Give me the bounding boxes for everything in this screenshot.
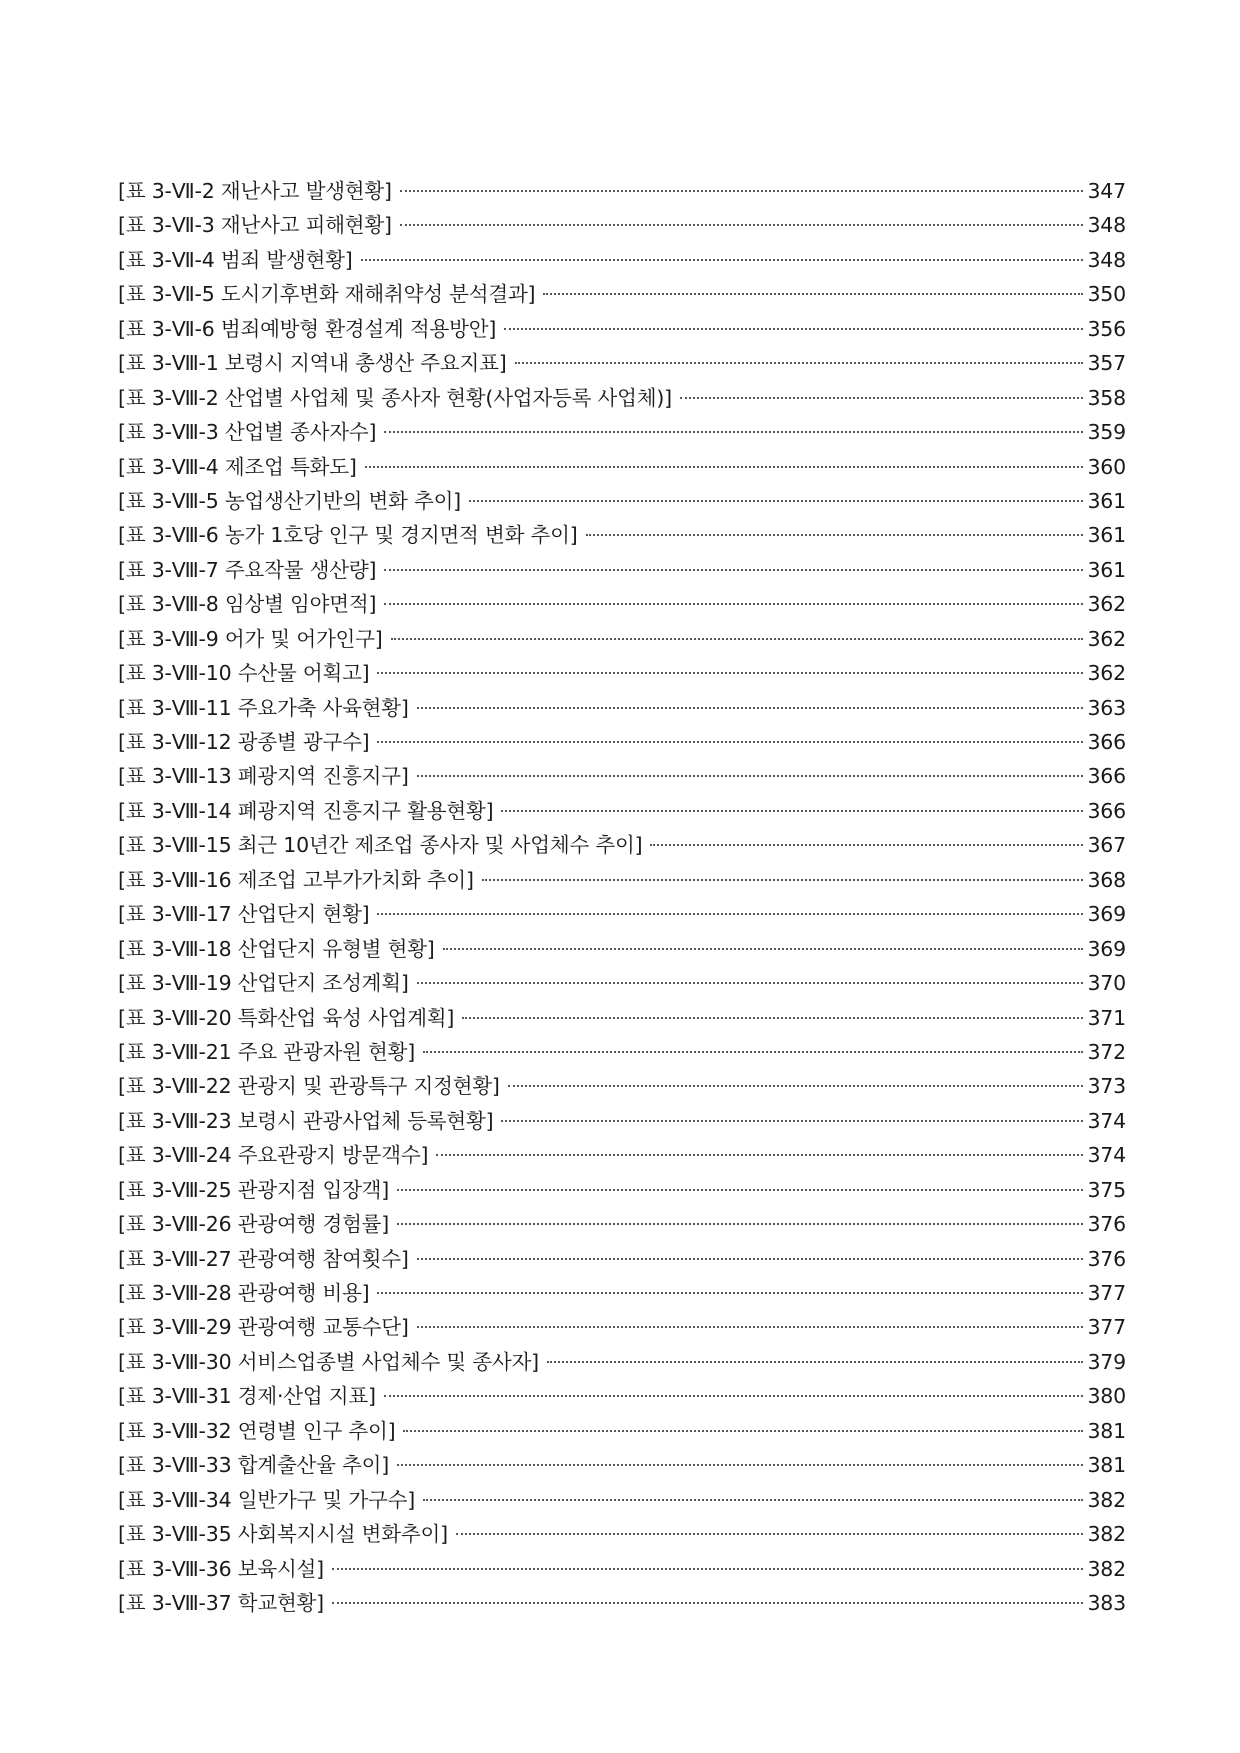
- dot-leader: [384, 569, 1083, 571]
- toc-entry: [118, 794, 1126, 828]
- toc-entry-title: [표 3-Ⅷ-34 일반가구 및 가구수]: [118, 1487, 416, 1512]
- toc-entry-page-number: 376: [1087, 1246, 1126, 1271]
- toc-entry-title: [표 3-Ⅷ-6 농가 1호당 인구 및 경지면적 변화 추이]: [118, 523, 578, 548]
- toc-entry-title: [표 3-Ⅷ-23 보령시 관광사업체 등록현황]: [118, 1108, 494, 1133]
- toc-entry: [118, 1276, 1126, 1310]
- toc-entry: [118, 897, 1126, 931]
- toc-entry-title: [표 3-Ⅷ-8 임상별 임야면적]: [118, 592, 377, 617]
- toc-entry-page-number: 368: [1087, 867, 1126, 892]
- toc-entry-page-number: 347: [1087, 179, 1126, 203]
- dot-leader: [361, 259, 1084, 261]
- toc-entry: [118, 1069, 1126, 1103]
- toc-entry-page-number: 383: [1087, 1590, 1126, 1615]
- toc-entry-page-number: 370: [1087, 971, 1126, 996]
- toc-entry: [118, 1001, 1126, 1035]
- toc-entry-title: [표 3-Ⅷ-3 산업별 종사자수]: [118, 420, 377, 445]
- dot-leader: [423, 1499, 1083, 1501]
- toc-entry-title: [표 3-Ⅷ-28 관광여행 비용]: [118, 1281, 370, 1305]
- toc-entry: [118, 691, 1126, 725]
- toc-entry-title: [표 3-Ⅷ-14 폐광지역 진흥지구 활용현황]: [118, 798, 494, 823]
- dot-leader: [384, 1395, 1084, 1397]
- toc-entry: [118, 1035, 1126, 1069]
- toc-entry-title: [표 3-Ⅷ-19 산업단지 조성계획]: [118, 971, 409, 996]
- toc-entry-page-number: 363: [1087, 695, 1126, 720]
- toc-entry: [118, 1242, 1126, 1276]
- toc-entry: [118, 1173, 1126, 1207]
- toc-entry: [118, 518, 1126, 552]
- toc-entry-title: [표 3-Ⅷ-31 경제·산업 지표]: [118, 1384, 376, 1409]
- toc-entry: [118, 553, 1126, 587]
- toc-entry-title: [표 3-Ⅷ-29 관광여행 교통수단]: [118, 1315, 409, 1340]
- dot-leader: [332, 1568, 1084, 1570]
- toc-entry: [118, 932, 1126, 966]
- toc-entry: [118, 1414, 1126, 1448]
- toc-entry-title: [표 3-Ⅶ-3 재난사고 피해현황]: [118, 213, 392, 238]
- toc-entry: [118, 312, 1126, 346]
- toc-entry-title: [표 3-Ⅷ-22 관광지 및 관광특구 지정현황]: [118, 1074, 500, 1099]
- toc-entry-title: [표 3-Ⅷ-7 주요작물 생산량]: [118, 557, 377, 582]
- toc-entry-page-number: 382: [1087, 1556, 1126, 1581]
- toc-entry-title: [표 3-Ⅷ-1 보령시 지역내 총생산 주요지표]: [118, 351, 507, 376]
- dot-leader: [400, 224, 1084, 226]
- toc-entry-title: [표 3-Ⅷ-33 합계출산율 추이]: [118, 1453, 390, 1478]
- toc-entry-title: [표 3-Ⅷ-13 폐광지역 진흥지구]: [118, 764, 409, 789]
- toc-entry: [118, 208, 1126, 242]
- dot-leader: [332, 1602, 1084, 1604]
- toc-entry: [118, 1345, 1126, 1379]
- toc-entry-page-number: 380: [1087, 1384, 1126, 1409]
- dot-leader: [400, 190, 1084, 192]
- dot-leader: [417, 775, 1084, 777]
- toc-entry: [118, 1586, 1126, 1620]
- dot-leader: [417, 982, 1084, 984]
- toc-entry: [118, 759, 1126, 793]
- dot-leader: [501, 810, 1083, 812]
- dot-leader: [365, 466, 1084, 468]
- dot-leader: [377, 741, 1083, 743]
- toc-entry-title: [표 3-Ⅷ-12 광종별 광구수]: [118, 730, 370, 754]
- toc-entry-page-number: 366: [1087, 764, 1126, 789]
- toc-entry-page-number: 377: [1087, 1315, 1126, 1340]
- toc-entry: [118, 1552, 1126, 1586]
- toc-entry-page-number: 382: [1087, 1487, 1126, 1512]
- toc-entry-page-number: 359: [1087, 420, 1126, 445]
- dot-leader: [469, 500, 1083, 502]
- toc-entry: [118, 587, 1126, 621]
- dot-leader: [508, 1085, 1084, 1087]
- toc-entry-page-number: 373: [1087, 1074, 1126, 1099]
- toc-entry: [118, 1207, 1126, 1241]
- toc-entry: [118, 415, 1126, 449]
- dot-leader: [543, 293, 1083, 295]
- dot-leader: [423, 1051, 1083, 1053]
- toc-entry-title: [표 3-Ⅷ-25 관광지점 입장객]: [118, 1177, 390, 1202]
- toc-entry-title: [표 3-Ⅷ-16 제조업 고부가가치화 추이]: [118, 867, 474, 892]
- toc-entry: [118, 828, 1126, 862]
- dot-leader: [397, 1189, 1083, 1191]
- toc-entry-page-number: 360: [1087, 454, 1126, 479]
- toc-entry-title: [표 3-Ⅷ-32 연령별 인구 추이]: [118, 1418, 396, 1443]
- toc-entry-page-number: 358: [1087, 385, 1126, 410]
- toc-entry: [118, 863, 1126, 897]
- toc-entry-title: [표 3-Ⅷ-36 보육시설]: [118, 1556, 324, 1581]
- dot-leader: [456, 1533, 1084, 1535]
- dot-leader: [403, 1430, 1083, 1432]
- toc-entry-title: [표 3-Ⅷ-21 주요 관광자원 현황]: [118, 1039, 416, 1064]
- dot-leader: [680, 397, 1084, 399]
- toc-entry-title: [표 3-Ⅷ-26 관광여행 경험률]: [118, 1212, 390, 1237]
- toc-entry-page-number: 374: [1087, 1143, 1126, 1168]
- toc-entry-title: [표 3-Ⅷ-9 어가 및 어가인구]: [118, 626, 383, 651]
- toc-entry-page-number: 377: [1087, 1281, 1126, 1305]
- toc-entry-title: [표 3-Ⅷ-2 산업별 사업체 및 종사자 현황(사업자등록 사업체)]: [118, 385, 672, 410]
- dot-leader: [504, 328, 1083, 330]
- toc-entry-title: [표 3-Ⅶ-5 도시기후변화 재해취약성 분석결과]: [118, 282, 536, 307]
- dot-leader: [462, 1017, 1083, 1019]
- toc-entry-page-number: 369: [1087, 902, 1126, 927]
- toc-entry-page-number: 361: [1087, 523, 1126, 548]
- toc-entry-title: [표 3-Ⅷ-24 주요관광지 방문객수]: [118, 1143, 429, 1168]
- toc-entry-page-number: 361: [1087, 488, 1126, 513]
- toc-entry: [118, 1448, 1126, 1482]
- toc-entry: [118, 450, 1126, 484]
- toc-entry-page-number: 372: [1087, 1039, 1126, 1064]
- dot-leader: [377, 1292, 1083, 1294]
- toc-entry-title: [표 3-Ⅷ-30 서비스업종별 사업체수 및 종사자]: [118, 1349, 539, 1374]
- toc-entry-title: [표 3-Ⅷ-37 학교현황]: [118, 1590, 324, 1615]
- dot-leader: [377, 672, 1083, 674]
- toc-entry-title: [표 3-Ⅷ-5 농업생산기반의 변화 추이]: [118, 488, 461, 513]
- toc-entry: [118, 656, 1126, 690]
- dot-leader: [417, 707, 1084, 709]
- toc-entry-title: [표 3-Ⅷ-27 관광여행 참여횟수]: [118, 1246, 409, 1271]
- dot-leader: [436, 1154, 1083, 1156]
- toc-entry-page-number: 356: [1087, 316, 1126, 341]
- toc-entry-page-number: 348: [1087, 247, 1126, 272]
- toc-entry-title: [표 3-Ⅶ-2 재난사고 발생현황]: [118, 179, 392, 203]
- dot-leader: [586, 534, 1084, 536]
- toc-entry: [118, 277, 1126, 311]
- toc-entry-title: [표 3-Ⅷ-11 주요가축 사육현황]: [118, 695, 409, 720]
- dot-leader: [417, 1326, 1084, 1328]
- toc-entry-title: [표 3-Ⅷ-17 산업단지 현황]: [118, 902, 370, 927]
- toc-entry-page-number: 362: [1087, 661, 1126, 686]
- dot-leader: [397, 1464, 1083, 1466]
- toc-entry-title: [표 3-Ⅷ-15 최근 10년간 제조업 종사자 및 사업체수 추이]: [118, 833, 643, 858]
- toc-entry: [118, 966, 1126, 1000]
- dot-leader: [391, 638, 1084, 640]
- toc-entry-page-number: 350: [1087, 282, 1126, 307]
- toc-entry-title: [표 3-Ⅷ-20 특화산업 육성 사업계획]: [118, 1005, 455, 1030]
- toc-entry-title: [표 3-Ⅷ-4 제조업 특화도]: [118, 454, 357, 479]
- toc-entry-page-number: 348: [1087, 213, 1126, 238]
- dot-leader: [384, 603, 1083, 605]
- toc-entry-title: [표 3-Ⅶ-6 범죄예방형 환경설계 적용방안]: [118, 316, 497, 341]
- toc-entry-page-number: 381: [1087, 1418, 1126, 1443]
- dot-leader: [650, 844, 1083, 846]
- toc-entry: [118, 484, 1126, 518]
- dot-leader: [482, 879, 1084, 881]
- toc-entry: [118, 174, 1126, 208]
- toc-entry: [118, 243, 1126, 277]
- toc-entry: [118, 346, 1126, 380]
- toc-entry-page-number: 366: [1087, 730, 1126, 754]
- toc-entry-page-number: 357: [1087, 351, 1126, 376]
- dot-leader: [501, 1120, 1083, 1122]
- toc-entry: [118, 1310, 1126, 1344]
- toc-entry-page-number: 362: [1087, 592, 1126, 617]
- dot-leader: [515, 362, 1084, 364]
- toc-entry: [118, 1379, 1126, 1413]
- toc-entry-page-number: 361: [1087, 557, 1126, 582]
- toc-entry: [118, 725, 1126, 759]
- toc-entry: [118, 1483, 1126, 1517]
- toc-entry-page-number: 381: [1087, 1453, 1126, 1478]
- toc-entry-page-number: 375: [1087, 1177, 1126, 1202]
- dot-leader: [377, 913, 1083, 915]
- toc-entry: [118, 381, 1126, 415]
- toc-entry-page-number: 367: [1087, 833, 1126, 858]
- dot-leader: [397, 1223, 1083, 1225]
- toc-entry-title: [표 3-Ⅷ-18 산업단지 유형별 현황]: [118, 936, 435, 961]
- toc-entry-page-number: 382: [1087, 1522, 1126, 1547]
- toc-entry-page-number: 362: [1087, 626, 1126, 651]
- toc-entry-page-number: 376: [1087, 1212, 1126, 1237]
- dot-leader: [417, 1258, 1084, 1260]
- toc-entry-page-number: 369: [1087, 936, 1126, 961]
- toc-entry: [118, 622, 1126, 656]
- toc-entry-title: [표 3-Ⅶ-4 범죄 발생현황]: [118, 247, 353, 272]
- toc-entry-page-number: 379: [1087, 1349, 1126, 1374]
- table-of-contents-list: [118, 174, 1126, 1620]
- toc-entry: [118, 1104, 1126, 1138]
- toc-entry-title: [표 3-Ⅷ-10 수산물 어획고]: [118, 661, 370, 686]
- dot-leader: [443, 948, 1084, 950]
- toc-entry-title: [표 3-Ⅷ-35 사회복지시설 변화추이]: [118, 1522, 448, 1547]
- toc-entry: [118, 1517, 1126, 1551]
- dot-leader: [384, 431, 1083, 433]
- dot-leader: [547, 1361, 1084, 1363]
- toc-entry-page-number: 371: [1087, 1005, 1126, 1030]
- toc-entry-page-number: 374: [1087, 1108, 1126, 1133]
- toc-entry-page-number: 366: [1087, 798, 1126, 823]
- toc-entry: [118, 1138, 1126, 1172]
